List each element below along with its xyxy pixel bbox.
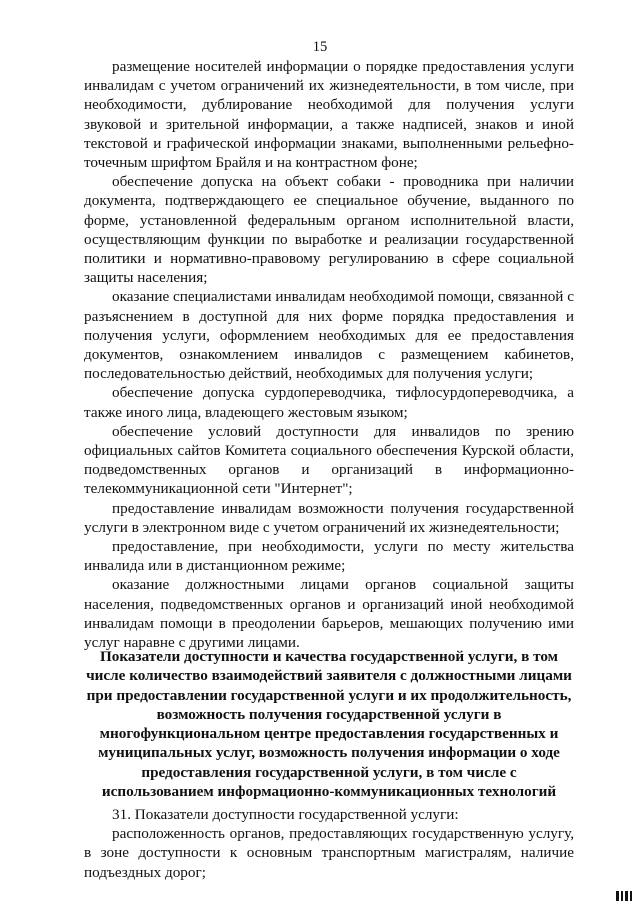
paragraph-guide-dog: обеспечение допуска на объект собаки - проводника при наличии документа, подтверждающего ее специальное обучение, выданного по форме, установленной федеральным органом исполнительной власти, осуществляющим функции по выработке и реализации государственной политики и нормативно-правовому регулированию в сфере социальной защиты населения;: [84, 173, 574, 287]
paragraph-website-access: обеспечение условий доступности для инвалидов по зрению официальных сайтов Комитета социального обеспечения Курской области, подведомственных органов и организаций в информационно-телекоммуникационной сети "Интернет";: [84, 422, 574, 498]
paragraph-specialist-help: оказание специалистами инвалидам необходимой помощи, связанной с разъяснением в доступной для них форме порядка предоставления и получения услуги, оформлением необходимых для ее предоставления документов, ознакомлением инвалидов с размещением кабинетов, последовательностью действий, необходимых для получения услуги;: [84, 288, 574, 383]
page-number: 15: [312, 39, 328, 55]
item-31-title: 31. Показатели доступности государственной услуги:: [112, 806, 459, 823]
corner-scan-mark: [616, 891, 634, 901]
section-31: [84, 805, 574, 882]
paragraph-sign-language: обеспечение допуска сурдопереводчика, тифлосурдопереводчика, а также иного лица, владеющего жестовым языком;: [84, 384, 574, 421]
accessibility-measures-list: [84, 57, 574, 652]
paragraph-remote-service: предоставление, при необходимости, услуги по месту жительства инвалида или в дистанционном режиме;: [84, 538, 574, 575]
paragraph-electronic-service: предоставление инвалидам возможности получения государственной услуги в электронном виде с учетом ограничений их жизнедеятельности;: [84, 499, 574, 536]
item-31-text: расположенность органов, предоставляющих государственную услугу, в зоне доступности к основным транспортным магистралям, наличие подъездных дорог;: [84, 825, 574, 881]
paragraph-barrier-help: оказание должностными лицами органов социальной защиты населения, подведомственных органов и организаций иной необходимой инвалидам помощи в преодолении барьеров, мешающих получению ими услуг наравне с другими лицами.: [84, 576, 574, 652]
section-heading: Показатели доступности и качества государственной услуги, в том числе количество взаимодействий заявителя с должностными лицами при предоставлении государственной услуги и их продолжительность, возможность получения государственной услуги в многофункциональном центре предоставления государственных и муниципальных услуг, возможность получения информации о ходе предоставления государственной услуги, в том числе с использованием информационно-коммуникационных технологий: [86, 648, 572, 801]
paragraph-braille-info: размещение носителей информации о порядке предоставления услуги инвалидам с учетом ограничений их жизнедеятельности, в том числе, при необходимости, дублирование необходимой для получения услуги звуковой и зрительной информации, а также надписей, знаков и иной текстовой и графической информации знаками, выполненными рельефно-точечным шрифтом Брайля и на контрастном фоне;: [84, 58, 574, 172]
